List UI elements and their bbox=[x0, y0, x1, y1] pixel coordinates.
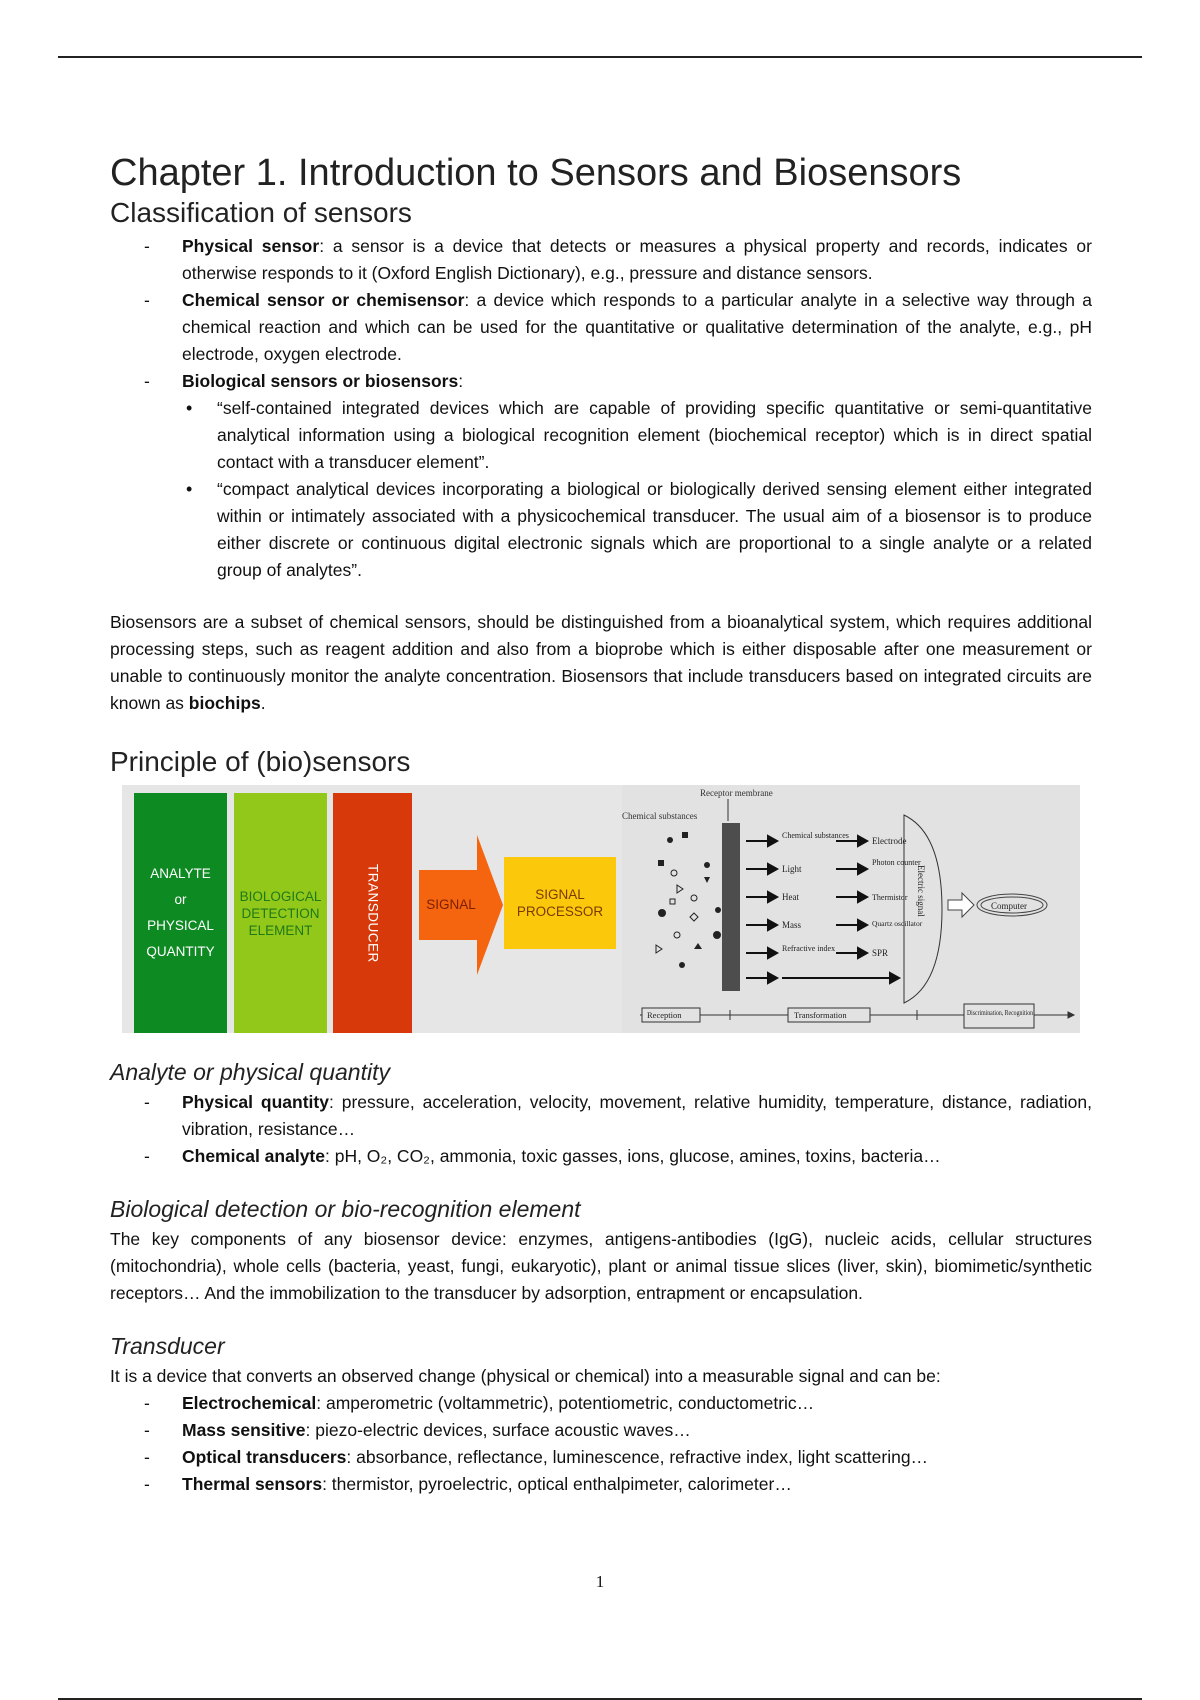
output-label: Quartz oscillator bbox=[872, 919, 923, 928]
signal-label: SIGNAL bbox=[426, 897, 476, 912]
top-rule bbox=[58, 56, 1142, 58]
bio-recognition-heading: Biological detection or bio-recognition element bbox=[110, 1196, 581, 1222]
biosensor-paragraph: Biosensors are a subset of chemical sensors, should be distinguished from a bioanalytical system, which requires additional processing steps, such as reagent addition and also from a bioprobe which is either disposable after one measurement or unable to continuously monitor the analyte concentration. Biosensors that include transducers based on integrated circuits are known as biochips. bbox=[110, 612, 1092, 713]
transducer-list bbox=[110, 1390, 1092, 1498]
input-label: Mass bbox=[782, 920, 802, 930]
list-item: • “compact analytical devices incorporating a biological or biologically derived sensing element either integrated within or intimately associated with a physicochemical transducer. The usual aim of a biosensor is to produce either discrete or continuous digital electronic signals which are proportional to a single analyte or a related group of analytes”. bbox=[217, 476, 1092, 584]
list-item: - Thermal sensors: thermistor, pyroelectric, optical enthalpimeter, calorimeter… bbox=[182, 1471, 1092, 1498]
principle-heading: Principle of (bio)sensors bbox=[110, 746, 411, 777]
transducer-heading: Transducer bbox=[110, 1333, 225, 1359]
electric-signal-label: Electric signal bbox=[916, 865, 926, 917]
transducer-block: TRANSDUCER bbox=[333, 793, 412, 1033]
bio-definition-list bbox=[182, 395, 1092, 584]
list-item: • “self-contained integrated devices which are capable of providing specific quantitative or semi-quantitative analytical information using a biological recognition element (biochemical receptor) which is in direct spatial contact with a transducer element”. bbox=[217, 395, 1092, 476]
analyte-block: ANALYTE or PHYSICAL QUANTITY bbox=[134, 793, 227, 1033]
transducer-intro: It is a device that converts an observed change (physical or chemical) into a measurable signal and can be: bbox=[110, 1366, 941, 1386]
computer-label: Computer bbox=[991, 901, 1027, 911]
stage-label: Reception bbox=[647, 1010, 682, 1020]
list-item: - Electrochemical: amperometric (voltammetric), potentiometric, conductometric… bbox=[182, 1390, 1092, 1417]
input-label: Light bbox=[782, 864, 802, 874]
chemical-substances-label: Chemical substances bbox=[622, 811, 698, 821]
signal-processor-block: SIGNAL PROCESSOR bbox=[504, 857, 616, 949]
output-label: Photon counter bbox=[872, 858, 921, 867]
bio-recognition-paragraph: The key components of any biosensor device: enzymes, antigens-antibodies (IgG), nucleic acids, cellular structures (mitochondria), whole cells (bacteria, yeast, fungi, eukaryotic), plant or animal tissue slices (liver, skin), biomimetic/synthetic receptors… And the immobilization to the transducer by adsorption, entrapment or encapsulation. bbox=[110, 1229, 1092, 1303]
bio-detection-block: BIOLOGICAL DETECTION ELEMENT bbox=[234, 793, 327, 1033]
output-label: Thermistor bbox=[872, 893, 908, 902]
page-number: 1 bbox=[595, 1572, 605, 1591]
list-item: - Optical transducers: absorbance, reflectance, luminescence, refractive index, light scattering… bbox=[182, 1444, 1092, 1471]
list-item: - Mass sensitive: piezo-electric devices, surface acoustic waves… bbox=[182, 1417, 1092, 1444]
analyte-list bbox=[110, 1089, 1092, 1170]
output-label: SPR bbox=[872, 948, 889, 958]
stage-label: Transformation bbox=[794, 1010, 847, 1020]
stage-label: Discrimination, Recognition bbox=[967, 1008, 1034, 1017]
list-item: - Chemical sensor or chemisensor: a device which responds to a particular analyte in a selective way through a chemical reaction and which can be used for the quantitative or qualitative determination of the analyte, e.g., pH electrode, oxygen electrode. bbox=[182, 287, 1092, 368]
list-item: - Biological sensors or biosensors: • “self-contained integrated devices which are capable of providing specific quantitative or semi-quantitative analytical information using a biological recognition element (biochemical receptor) which is in direct spatial contact with a transducer element”. • “compact analytical devices incorporating a biological or biologically derived sensing element either integrated within or intimately associated with a physicochemical transducer. The usual aim of a biosensor is to produce either discrete or continuous digital electronic signals which are proportional to a single analyte or a related group of analytes”. bbox=[182, 368, 1092, 584]
biosensor-principle-figure bbox=[122, 785, 1080, 1033]
classification-list bbox=[110, 233, 1092, 584]
receptor-membrane-label: Receptor membrane bbox=[700, 788, 773, 798]
sensor-schematic bbox=[622, 785, 1080, 1033]
receptor-membrane bbox=[722, 823, 740, 991]
classification-heading: Classification of sensors bbox=[110, 197, 412, 228]
analyte-heading: Analyte or physical quantity bbox=[110, 1059, 390, 1085]
output-label: Electrode bbox=[872, 836, 907, 846]
list-item: - Physical sensor: a sensor is a device that detects or measures a physical property and records, indicates or otherwise responds to it (Oxford English Dictionary), e.g., pressure and distance sensors. bbox=[182, 233, 1092, 287]
chapter-title: Chapter 1. Introduction to Sensors and Biosensors bbox=[110, 152, 962, 194]
input-label: Refractive index bbox=[782, 944, 836, 953]
list-item: - Chemical analyte: pH, O₂, CO₂, ammonia, toxic gasses, ions, glucose, amines, toxins, bacteria… bbox=[182, 1143, 1092, 1170]
document-page bbox=[110, 150, 1092, 1498]
list-item: - Physical quantity: pressure, acceleration, velocity, movement, relative humidity, temperature, distance, radiation, vibration, resistance… bbox=[182, 1089, 1092, 1143]
input-label: Chemical substances bbox=[782, 831, 849, 840]
input-label: Heat bbox=[782, 892, 799, 902]
